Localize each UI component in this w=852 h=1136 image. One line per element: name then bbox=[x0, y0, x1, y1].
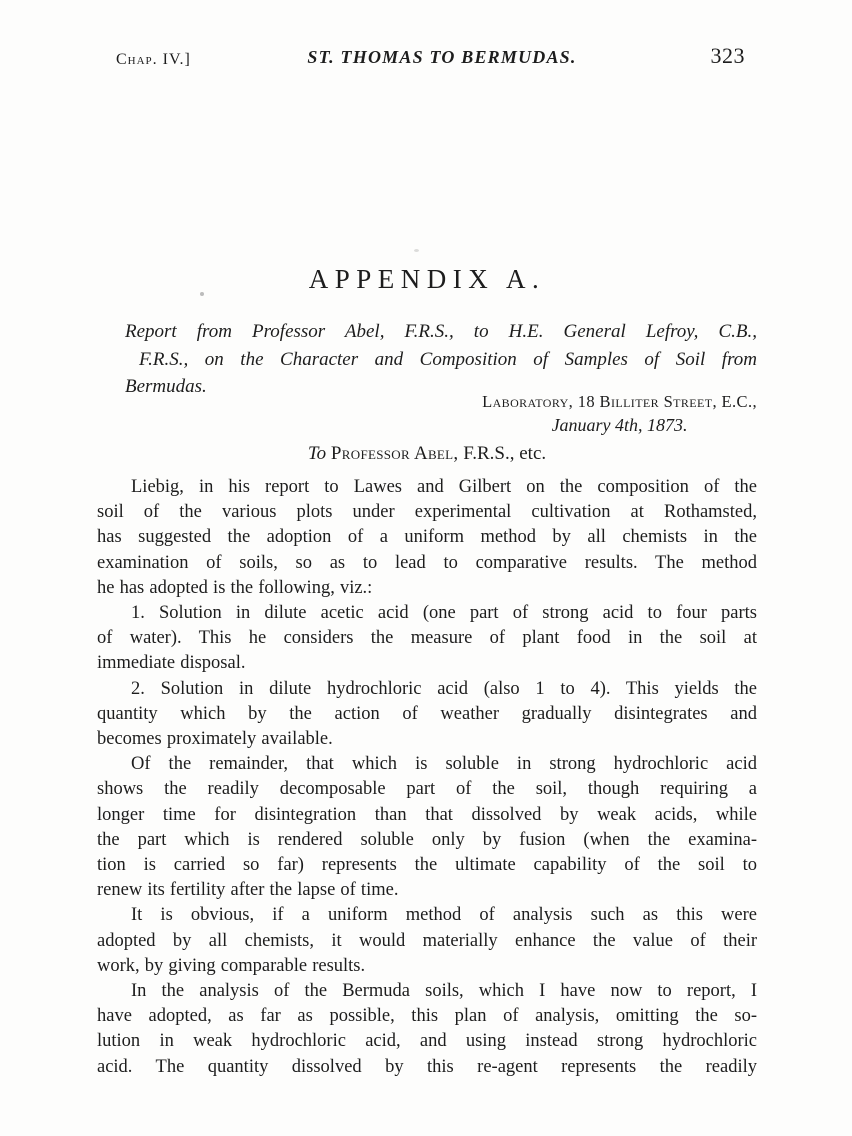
text-line: Liebig, in his report to Lawes and Gilbert on the composition of the bbox=[131, 477, 757, 497]
paragraph bbox=[97, 601, 757, 677]
text-line: have adopted, as far as possible, this plan of analysis, omitting the so- bbox=[97, 1006, 757, 1027]
text-line: immediate disposal. bbox=[97, 653, 246, 674]
paragraph bbox=[97, 979, 757, 1080]
text-line: has suggested the adoption of a uniform method by all chemists in the bbox=[97, 527, 757, 548]
text-line: lution in weak hydrochloric acid, and using instead strong hydrochloric bbox=[97, 1031, 757, 1052]
text-line: 2. Solution in dilute hydrochloric acid (also 1 to 4). This yields the bbox=[131, 678, 757, 699]
report-heading-line: Bermudas. bbox=[125, 376, 207, 397]
paragraph bbox=[97, 677, 757, 753]
report-heading-line: F.R.S., on the Character and Composition of Samples of Soil from bbox=[139, 348, 757, 370]
chapter-label: Chap. IV.] bbox=[116, 51, 191, 68]
text-line: longer time for disintegration than that dissolved by weak acids, while bbox=[97, 804, 757, 825]
text-line: renew its fertility after the lapse of time. bbox=[97, 880, 399, 901]
text-line: adopted by all chemists, it would materially enhance the value of their bbox=[97, 930, 757, 951]
salutation-suffix: F.R.S., etc. bbox=[463, 443, 547, 464]
text-line: tion is carried so far) represents the ultimate capability of the soil to bbox=[97, 855, 757, 876]
text-line: 1. Solution in dilute acetic acid (one part of strong acid to four parts bbox=[131, 603, 757, 624]
paragraph bbox=[97, 752, 757, 903]
text-line: In the analysis of the Bermuda soils, which I have now to report, I bbox=[131, 981, 757, 1002]
page-number: 323 bbox=[710, 43, 745, 68]
report-heading bbox=[97, 318, 757, 401]
dateline bbox=[482, 392, 757, 436]
running-title: ST. THOMAS TO BERMUDAS. bbox=[307, 47, 577, 67]
report-date: January 4th, 1873. bbox=[551, 415, 688, 435]
paragraph bbox=[97, 475, 757, 601]
text-line: acid. The quantity dissolved by this re-agent represents the readily bbox=[97, 1056, 757, 1077]
appendix-title: APPENDIX A. bbox=[308, 264, 546, 294]
salutation bbox=[97, 443, 757, 465]
body-text bbox=[97, 475, 757, 1080]
laboratory-address: Laboratory, 18 Billiter Street, E.C., bbox=[482, 392, 757, 411]
salutation-to: To bbox=[307, 443, 327, 464]
text-line: It is obvious, if a uniform method of analysis such as this were bbox=[131, 905, 757, 926]
text-line: examination of soils, so as to lead to comparative results. The method bbox=[97, 552, 757, 573]
text-line: the part which is rendered soluble only by fusion (when the examina- bbox=[97, 829, 757, 850]
salutation-name: Professor Abel, bbox=[330, 443, 459, 464]
text-line: becomes proximately available. bbox=[97, 729, 333, 750]
text-line: soil of the various plots under experimental cultivation at Rothamsted, bbox=[97, 502, 757, 523]
text-line: quantity which by the action of weather gradually disintegrates and bbox=[97, 703, 757, 724]
scan-artifact bbox=[414, 249, 419, 252]
text-line: work, by giving comparable results. bbox=[97, 955, 366, 976]
text-line: shows the readily decomposable part of the soil, though requiring a bbox=[97, 779, 757, 800]
text-line: Of the remainder, that which is soluble in strong hydrochloric acid bbox=[131, 754, 757, 775]
text-line: of water). This he considers the measure of plant food in the soil at bbox=[97, 628, 757, 649]
text-line: he has adopted is the following, viz.: bbox=[97, 577, 373, 598]
paragraph bbox=[97, 903, 757, 979]
page-header bbox=[0, 0, 852, 90]
report-heading-line: Report from Professor Abel, F.R.S., to H.E. General Lefroy, C.B., bbox=[125, 321, 757, 342]
